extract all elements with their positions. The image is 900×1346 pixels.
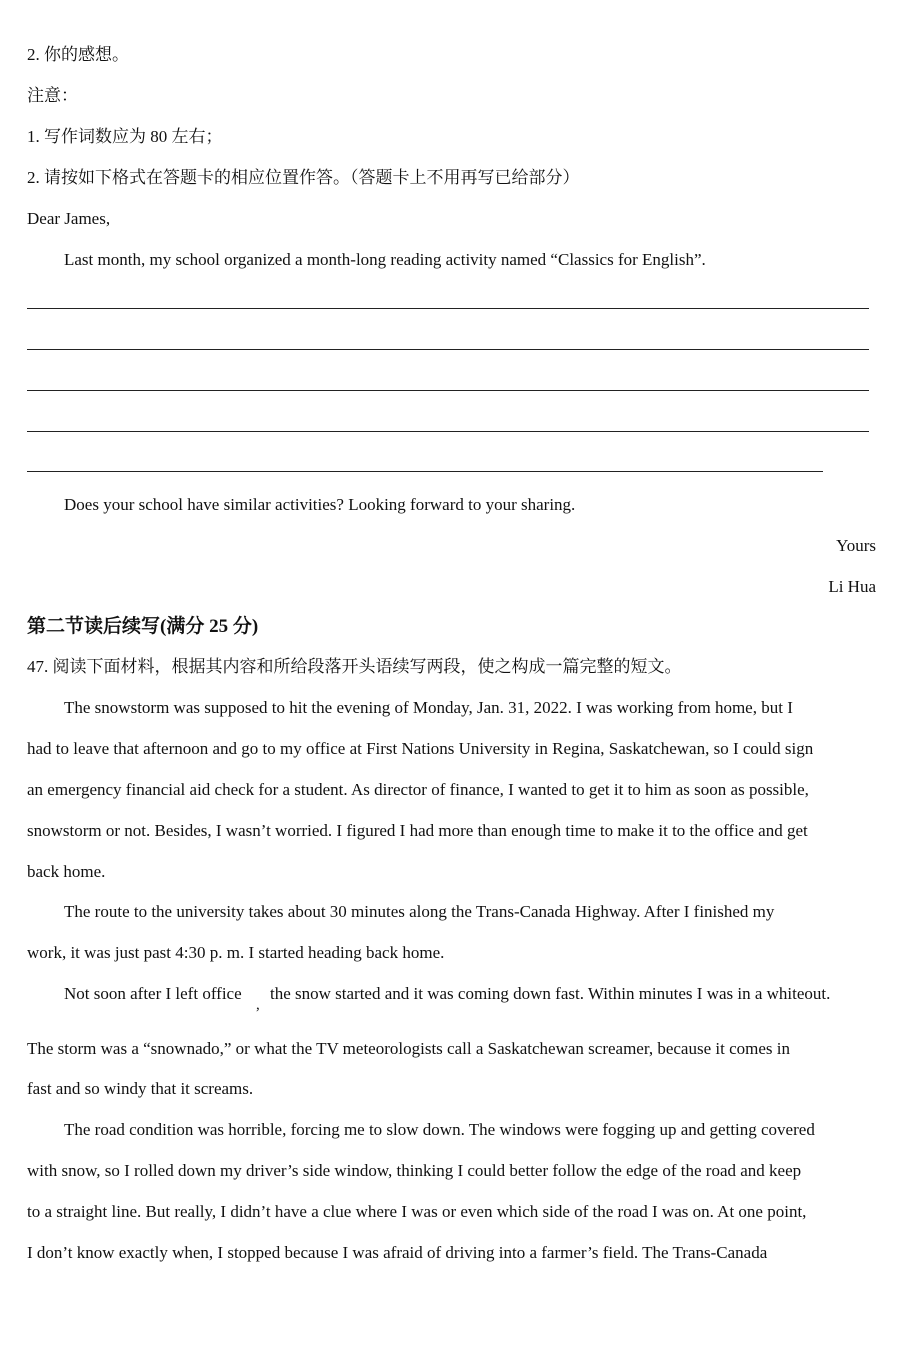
- requirement-item-2: 2. 你的感想。: [27, 45, 129, 64]
- passage-line-start: Not soon after I left office: [64, 984, 242, 1003]
- passage-line: snowstorm or not. Besides, I wasn’t worried. I figured I had more than enough time to make it to the office and get: [27, 821, 808, 840]
- letter-signature: Li Hua: [828, 577, 876, 596]
- writing-line: [27, 308, 869, 309]
- writing-line: [27, 471, 823, 472]
- note-format: 2. 请按如下格式在答题卡的相应位置作答。（答题卡上不用再写已给部分）: [27, 168, 580, 187]
- question-instruction: 47. 阅读下面材料，根据其内容和所给段落开头语续写两段，使之构成一篇完整的短文。: [27, 657, 682, 676]
- note-word-count: 1. 写作词数应为 80 左右；: [27, 127, 223, 146]
- letter-closing: Does your school have similar activities? Looking forward to your sharing.: [64, 495, 576, 514]
- passage-line: back home.: [27, 862, 106, 881]
- passage-line: an emergency financial aid check for a student. As director of finance, I wanted to get it to him as soon as possible,: [27, 780, 809, 799]
- notice-label: 注意：: [27, 86, 78, 105]
- section-heading: 第二节读后续写(满分 25 分): [27, 616, 259, 637]
- letter-signoff: Yours: [836, 536, 876, 555]
- writing-line: [27, 390, 869, 391]
- passage-line: to a straight line. But really, I didn’t have a clue where I was or even which side of the road I was on. At one point,: [27, 1202, 807, 1221]
- passage-line: The road condition was horrible, forcing me to slow down. The windows were fogging up and getting covered: [64, 1120, 815, 1139]
- passage-line: had to leave that afternoon and go to my office at First Nations University in Regina, Saskatchewan, so I could sign: [27, 739, 814, 758]
- passage-line: The storm was a “snownado,” or what the TV meteorologists call a Saskatchewan screamer, because it comes in: [27, 1039, 790, 1058]
- passage-line: fast and so windy that it screams.: [27, 1079, 254, 1098]
- letter-opening: Last month, my school organized a month-long reading activity named “Classics for English”.: [64, 250, 706, 269]
- letter-salutation: Dear James,: [27, 209, 111, 228]
- passage-line: work, it was just past 4:30 p. m. I started heading back home.: [27, 943, 445, 962]
- passage-line-rest: the snow started and it was coming down fast. Within minutes I was in a whiteout.: [270, 984, 831, 1003]
- writing-line: [27, 431, 869, 432]
- passage-line: I don’t know exactly when, I stopped because I was afraid of driving into a farmer’s field. The Trans-Canada: [27, 1243, 768, 1262]
- passage-line: with snow, so I rolled down my driver’s side window, thinking I could better follow the edge of the road and keep: [27, 1161, 802, 1180]
- writing-line: [27, 349, 869, 350]
- passage-line: The route to the university takes about 30 minutes along the Trans-Canada Highway. After I finished my: [64, 902, 775, 921]
- stray-comma: ,: [256, 997, 260, 1013]
- passage-line: The snowstorm was supposed to hit the evening of Monday, Jan. 31, 2022. I was working from home, but I: [64, 698, 793, 717]
